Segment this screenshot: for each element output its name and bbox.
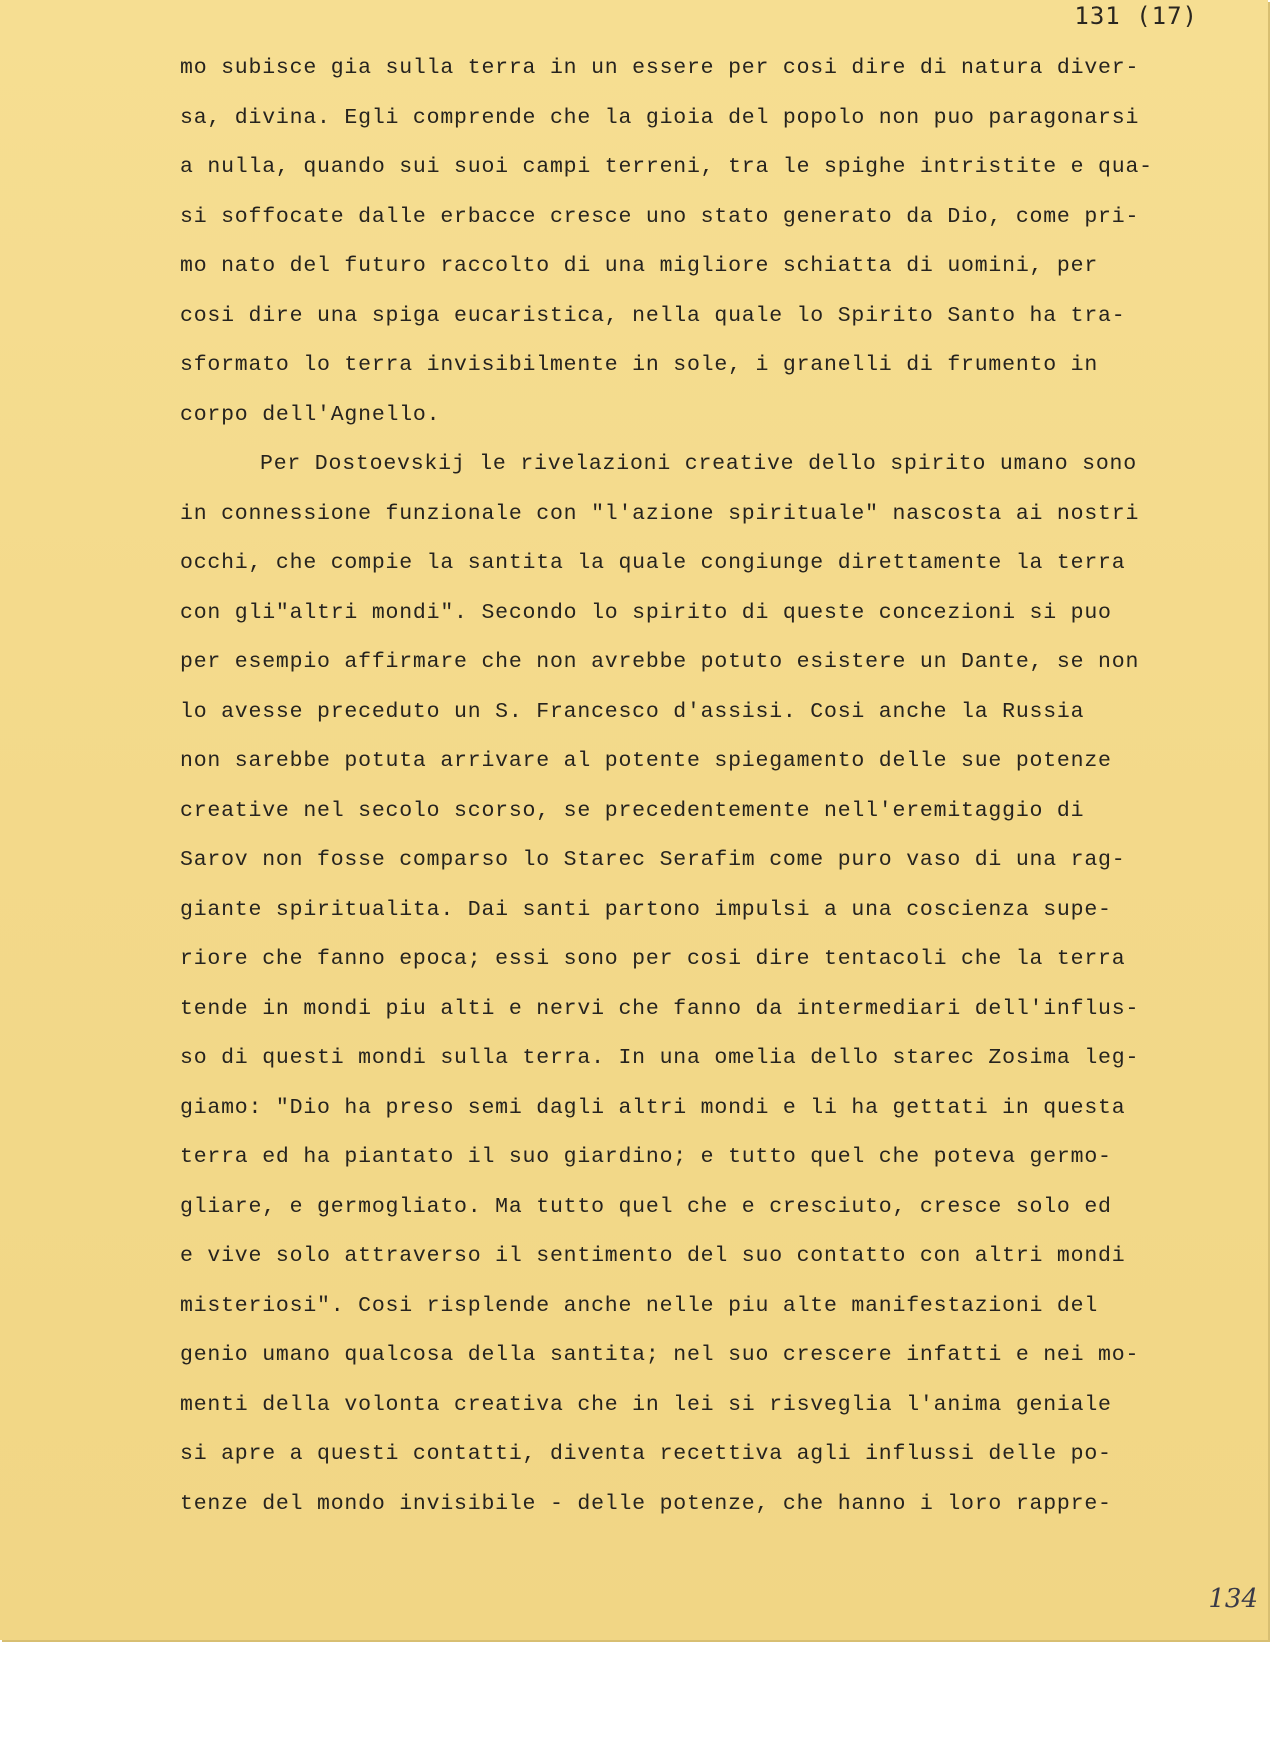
text-line: creative nel secolo scorso, se precedentemente nell'eremitaggio di (180, 798, 1085, 823)
text-line: a nulla, quando sui suoi campi terreni, tra le spighe intristite e qua- (180, 155, 1153, 179)
text-line: giante spiritualita. Dai santi partono impulsi a una coscienza supe- (180, 897, 1112, 922)
text-line: non sarebbe potuta arrivare al potente spiegamento delle sue potenze (180, 749, 1112, 773)
text-line: misteriosi". Cosi risplende anche nelle piu alte manifestazioni del (180, 1293, 1099, 1318)
text-line: mo subisce gia sulla terra in un essere per cosi dire di natura diver- (180, 56, 1140, 80)
text-line: per esempio affirmare che non avrebbe potuto esistere un Dante, se non (180, 650, 1140, 674)
archive-number: 134 (1208, 1584, 1258, 1614)
text-line: tenze del mondo invisibile - delle potenze, che hanno i loro rappre- (180, 1491, 1112, 1516)
text-line: genio umano qualcosa della santita; nel suo crescere infatti e nei mo- (180, 1343, 1140, 1367)
text-line: corpo dell'Agnello. (180, 402, 441, 427)
text-line: in connessione funzionale con "l'azione spirituale" nascosta ai nostri (180, 501, 1140, 526)
text-line: sa, divina. Egli comprende che la gioia del popolo non puo paragonarsi (180, 105, 1140, 130)
text-line: gliare, e germogliato. Ma tutto quel che e cresciuto, cresce solo ed (180, 1194, 1112, 1219)
paragraph-start-line: Per Dostoevskij le rivelazioni creative dello spirito umano sono (260, 452, 1137, 476)
text-line: tende in mondi piu alti e nervi che fanno da intermediari dell'influs- (180, 996, 1140, 1021)
text-line: Sarov non fosse comparso lo Starec Serafim come puro vaso di una rag- (180, 848, 1126, 872)
text-line: e vive solo attraverso il sentimento del suo contatto con altri mondi (180, 1244, 1126, 1268)
text-line: occhi, che compie la santita la quale congiunge direttamente la terra (180, 551, 1126, 575)
text-line: con gli"altri mondi". Secondo lo spirito di queste concezioni si puo (180, 600, 1112, 625)
page-number: 131 (17) (1074, 2, 1198, 30)
body-text (180, 44, 1260, 1529)
text-line: lo avesse preceduto un S. Francesco d'assisi. Cosi anche la Russia (180, 699, 1085, 724)
text-line: cosi dire una spiga eucaristica, nella quale lo Spirito Santo ha tra- (180, 303, 1126, 328)
text-line: terra ed ha piantato il suo giardino; e tutto quel che poteva germo- (180, 1145, 1112, 1169)
text-line: menti della volonta creativa che in lei si risveglia l'anima geniale (180, 1392, 1112, 1417)
text-line: giamo: "Dio ha preso semi dagli altri mondi e li ha gettati in questa (180, 1095, 1126, 1120)
text-line: mo nato del futuro raccolto di una migliore schiatta di uomini, per (180, 254, 1099, 278)
text-line: si apre a questi contatti, diventa recettiva agli influssi delle po- (180, 1442, 1112, 1466)
text-line: so di questi mondi sulla terra. In una omelia dello starec Zosima leg- (180, 1046, 1140, 1070)
text-line: sformato lo terra invisibilmente in sole, i granelli di frumento in (180, 353, 1099, 377)
text-line: si soffocate dalle erbacce cresce uno stato generato da Dio, come pri- (180, 204, 1140, 229)
text-line: riore che fanno epoca; essi sono per cosi dire tentacoli che la terra (180, 947, 1126, 971)
